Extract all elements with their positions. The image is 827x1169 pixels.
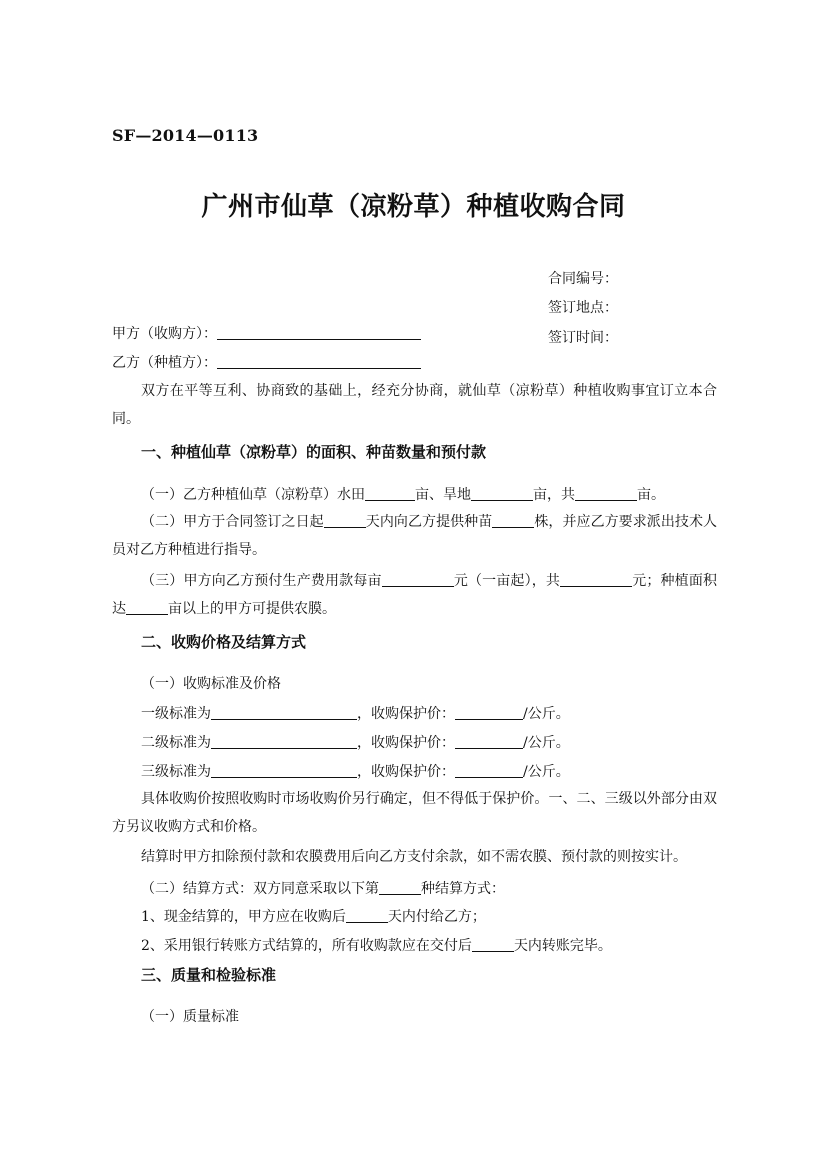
intro-paragraph: 双方在平等互利、协商致的基础上，经充分协商，就仙草（凉粉草）种植收购事宜订立本合同。: [112, 383, 717, 427]
dry-land-area-blank: [471, 486, 533, 501]
paddy-area-blank: [365, 486, 415, 501]
seedling-days-blank: [324, 513, 366, 528]
cash-days-blank: [346, 908, 388, 923]
film-area-blank: [126, 600, 168, 615]
sub-2-2-line: [141, 878, 505, 898]
contract-number-label: 合同编号：: [548, 271, 618, 287]
grade-2-price-label: ，收购保护价：: [357, 735, 455, 751]
grade-1-price-blank: [455, 705, 523, 720]
method-2-text-b: 天内转账完毕。: [513, 938, 612, 954]
grade-3-unit: /公斤。: [523, 764, 570, 780]
party-b-label: 乙方（种植方）：: [112, 355, 217, 371]
clause-1-2-text-c: 株，并应乙方要求派出技术人员对乙方种植进行指导。: [112, 514, 718, 558]
sub-2-2-text-a: （二）结算方式：双方同意采取以下第: [141, 881, 379, 897]
clause-1-1: [141, 484, 665, 504]
grade-3-line: [141, 761, 570, 781]
method-2-line: [141, 935, 612, 955]
method-1-line: [141, 906, 486, 926]
total-area-blank: [575, 486, 637, 501]
section-2-heading: 二、收购价格及结算方式: [141, 633, 307, 651]
party-b-line: [112, 352, 421, 372]
grade-1-label: 一级标准为: [141, 706, 211, 722]
seedling-count-blank: [492, 513, 534, 528]
grade-2-standard-blank: [211, 734, 357, 749]
grade-3-price-blank: [455, 763, 523, 778]
sub-3-1-heading: （一）质量标准: [141, 1009, 239, 1025]
clause-1-2-text-a: （二）甲方于合同签订之日起: [141, 514, 324, 530]
price-paragraph: 具体收购价按照收购时市场收购价另行确定，但不得低于保护价。一、二、三级以外部分由双方另议收购方式和价格。: [112, 791, 717, 835]
prepay-per-mu-blank: [382, 572, 454, 587]
method-1-text-b: 天内付给乙方；: [387, 909, 486, 925]
party-a-line: [112, 323, 421, 343]
grade-1-line: [141, 703, 570, 723]
clause-1-1-text-b: 亩、旱地: [415, 487, 471, 503]
grade-2-unit: /公斤。: [523, 735, 570, 751]
grade-3-label: 三级标准为: [141, 764, 211, 780]
clause-1-1-text-c: 亩，共: [533, 487, 575, 503]
sign-time-label: 签订时间：: [548, 330, 618, 346]
party-a-label: 甲方（收购方）：: [112, 326, 217, 342]
clause-1-1-text-d: 亩。: [637, 487, 665, 503]
clause-1-2-text-b: 天内向乙方提供种苗: [365, 514, 493, 530]
party-a-blank: [217, 325, 421, 340]
prepay-total-blank: [560, 572, 632, 587]
settlement-paragraph: 结算时甲方扣除预付款和农膜费用后向乙方支付余款，如不需农膜、预付款的则按实计。: [141, 849, 687, 865]
grade-2-price-blank: [455, 734, 523, 749]
grade-3-price-label: ，收购保护价：: [357, 764, 455, 780]
grade-2-label: 二级标准为: [141, 735, 211, 751]
settlement-method-blank: [379, 880, 421, 895]
sub-2-2-text-b: 种结算方式：: [421, 881, 505, 897]
party-b-blank: [217, 354, 421, 369]
transfer-days-blank: [472, 937, 514, 952]
section-3-heading: 三、质量和检验标准: [141, 966, 277, 984]
method-2-text-a: 2、采用银行转账方式结算的，所有收购款应在交付后: [141, 938, 472, 954]
clause-1-3-text-d: 亩以上的甲方可提供农膜。: [168, 601, 336, 617]
grade-1-standard-blank: [211, 705, 357, 720]
grade-2-line: [141, 732, 570, 752]
grade-3-standard-blank: [211, 763, 357, 778]
contract-title: 广州市仙草（凉粉草）种植收购合同: [201, 192, 626, 222]
document-number: SF—2014—0113: [112, 126, 259, 145]
clause-1-3: [112, 567, 717, 623]
grade-1-price-label: ，收购保护价：: [357, 706, 455, 722]
clause-1-3-text-b: 元（一亩起），共: [453, 573, 561, 589]
grade-1-unit: /公斤。: [523, 706, 570, 722]
clause-1-3-text-c: 元；种植面积达: [112, 573, 717, 617]
sign-place-label: 签订地点：: [548, 300, 618, 316]
clause-1-3-text-a: （三）甲方向乙方预付生产费用款每亩: [141, 573, 382, 589]
method-1-text-a: 1、现金结算的，甲方应在收购后: [141, 909, 346, 925]
clause-1-1-text-a: （一）乙方种植仙草（凉粉草）水田: [141, 487, 365, 503]
sub-2-1-heading: （一）收购标准及价格: [141, 676, 281, 692]
clause-1-2: [112, 508, 717, 564]
section-1-heading: 一、种植仙草（凉粉草）的面积、种苗数量和预付款: [141, 443, 487, 461]
